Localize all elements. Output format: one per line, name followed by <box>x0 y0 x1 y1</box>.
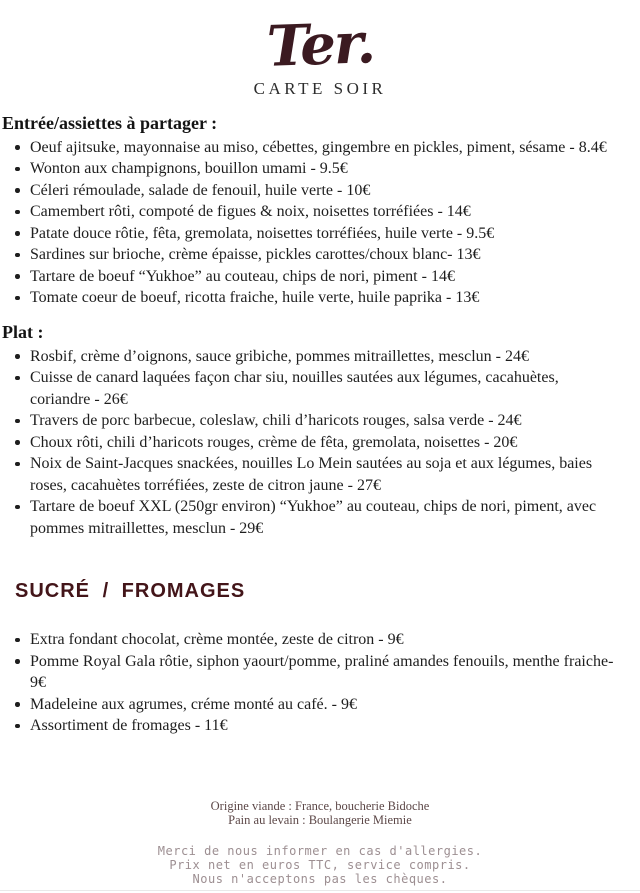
menu-item: Pomme Royal Gala rôtie, siphon yaourt/pomme, praliné amandes fenouils, menthe fraiche- 9€ <box>2 651 626 694</box>
footer-origins <box>0 799 640 828</box>
origin-line-bread: Pain au levain : Boulangerie Miemie <box>228 813 412 828</box>
sucre-fromages-list <box>2 629 626 737</box>
menu-item: Madeleine aux agrumes, créme monté au café. - 9€ <box>2 694 626 716</box>
menu-item: Oeuf ajitsuke, mayonnaise au miso, cébettes, gingembre en pickles, piment, sésame - 8.4€ <box>2 137 626 159</box>
notice-cheques: Nous n'acceptons pas les chèques. <box>192 871 448 886</box>
entrees-list <box>2 137 626 309</box>
plats-list <box>2 346 626 540</box>
menu-item: Tomate coeur de boeuf, ricotta fraiche, huile verte, huile paprika - 13€ <box>2 287 626 309</box>
notice-prices: Prix net en euros TTC, service compris. <box>169 857 471 872</box>
menu-item: Tartare de boeuf XXL (250gr environ) “Yukhoe” au couteau, chips de nori, piment, avec pommes mitraillettes, mesclun - 29€ <box>2 496 626 539</box>
menu-body <box>0 112 640 737</box>
menu-item: Wonton aux champignons, bouillon umami - 9.5€ <box>2 158 626 180</box>
section-title-sucre-fromages: SUCRÉ / FROMAGES <box>15 580 246 603</box>
brand-header <box>0 0 640 80</box>
footer-notices <box>0 844 640 886</box>
menu-item: Rosbif, crème d’oignons, sauce gribiche, pommes mitraillettes, mesclun - 24€ <box>2 346 626 368</box>
menu-item: Tartare de boeuf “Yukhoe” au couteau, chips de nori, piment - 14€ <box>2 266 626 288</box>
menu-item: Camembert rôti, compoté de figues & noix, noisettes torréfiées - 14€ <box>2 201 626 223</box>
menu-item: Cuisse de canard laquées façon char siu, nouilles sautées aux légumes, cacahuètes, coriandre - 26€ <box>2 367 626 410</box>
section-title-plats: Plat : <box>2 321 44 342</box>
section-title-entrees: Entrée/assiettes à partager : <box>2 112 218 133</box>
menu-item: Assortiment de fromages - 11€ <box>2 715 626 737</box>
menu-item: Travers de porc barbecue, coleslaw, chili d’haricots rouges, salsa verde - 24€ <box>2 410 626 432</box>
menu-item: Patate douce rôtie, fêta, gremolata, noisettes torréfiées, huile verte - 9.5€ <box>2 223 626 245</box>
menu-item: Choux rôti, chili d’haricots rouges, crème de fêta, gremolata, noisettes - 20€ <box>2 432 626 454</box>
notice-allergies: Merci de nous informer en cas d'allergies. <box>157 843 483 858</box>
origin-line-meat: Origine viande : France, boucherie Bidoche <box>210 798 430 813</box>
menu-item: Noix de Saint-Jacques snackées, nouilles Lo Mein sautées au soja et aux légumes, baies roses, cacahuètes torréfiées, zeste de citron jaune - 27€ <box>2 453 626 496</box>
restaurant-logo: Ter. <box>265 10 375 80</box>
menu-item: Extra fondant chocolat, crème montée, zeste de citron - 9€ <box>2 629 626 651</box>
menu-item: Sardines sur brioche, crème épaisse, pickles carottes/choux blanc- 13€ <box>2 244 626 266</box>
page-bottom-divider <box>0 890 640 891</box>
menu-subtitle: CARTE SOIR <box>253 78 387 98</box>
menu-item: Céleri rémoulade, salade de fenouil, huile verte - 10€ <box>2 180 626 202</box>
